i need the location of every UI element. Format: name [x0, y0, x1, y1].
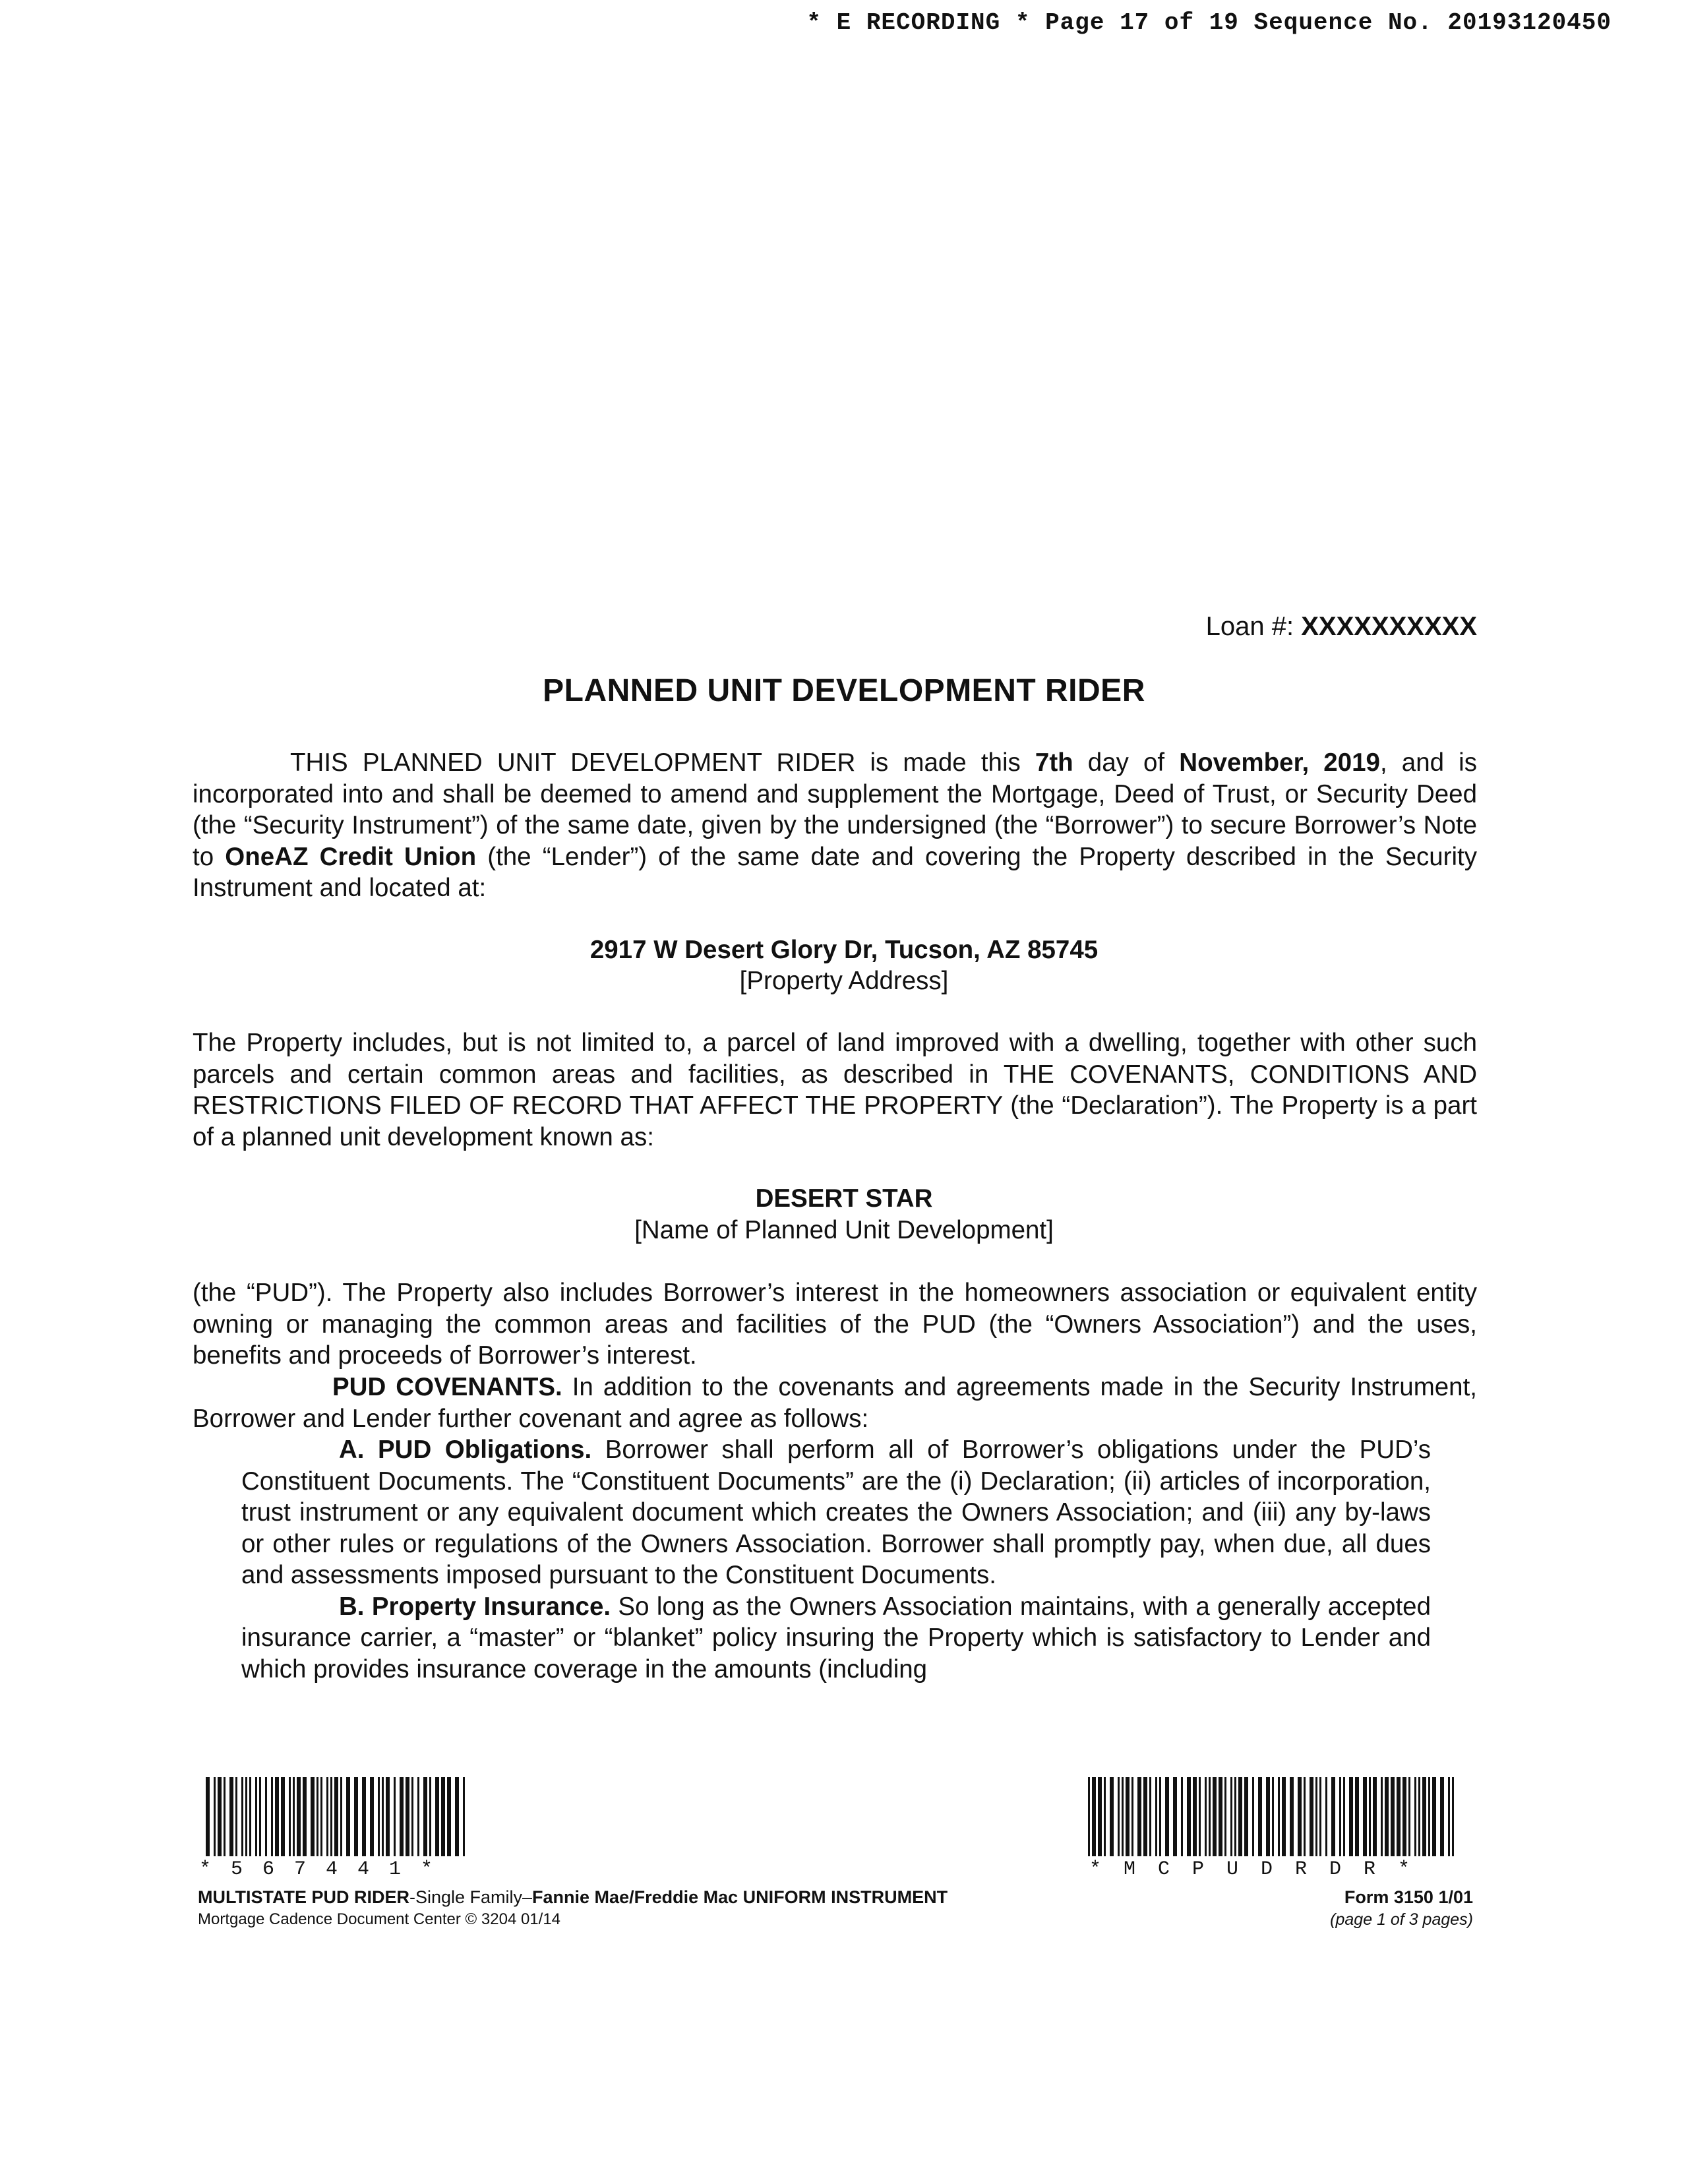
barcode-bar	[334, 1777, 338, 1856]
intro-text-1: THIS PLANNED UNIT DEVELOPMENT RIDER is made this	[290, 748, 1035, 777]
barcode-bar	[447, 1777, 451, 1856]
pud-name-caption: [Name of Planned Unit Development]	[634, 1216, 1054, 1244]
barcode-bar	[1213, 1777, 1217, 1856]
pud-paragraph-text: (the “PUD”). The Property also includes Borrower’s interest in the homeowners association or equivalent entity owning or managing the common areas and facilities of the PUD (the “Owners Association”) and the uses, benefits and proceeds of Borrower’s interest.	[193, 1279, 1477, 1370]
barcode-bar	[1440, 1777, 1444, 1856]
barcode-bar	[394, 1777, 396, 1856]
barcode-bar	[406, 1777, 409, 1856]
barcode-bar	[1149, 1777, 1151, 1856]
barcode-bar	[1173, 1777, 1177, 1856]
barcode-bar	[1137, 1777, 1141, 1856]
barcode-bar	[1104, 1777, 1106, 1856]
barcode-bar	[289, 1777, 291, 1856]
covenants-heading: PUD COVENANTS.	[332, 1373, 562, 1401]
barcode-bar	[297, 1777, 301, 1856]
barcode-bar	[224, 1777, 226, 1856]
barcode-bar	[1230, 1777, 1232, 1856]
barcode-bar	[1343, 1777, 1345, 1856]
right-barcode	[1088, 1777, 1457, 1856]
barcode-bar	[1349, 1777, 1353, 1856]
barcode-bar	[1122, 1777, 1124, 1856]
intro-text-2: day of	[1073, 748, 1180, 777]
barcode-bar	[417, 1777, 419, 1856]
barcode-bar	[1238, 1777, 1242, 1856]
barcode-bar	[316, 1777, 318, 1856]
barcode-bar	[463, 1777, 465, 1856]
barcode-bar	[241, 1777, 243, 1856]
item-property-insurance	[241, 1591, 1431, 1685]
right-barcode-bars	[1088, 1777, 1457, 1856]
barcode-bar	[346, 1777, 350, 1856]
barcode-bar	[255, 1777, 257, 1856]
intro-paragraph	[193, 747, 1477, 904]
barcode-bar	[441, 1777, 445, 1856]
loan-number: XXXXXXXXXX	[1301, 612, 1477, 641]
barcode-bar	[362, 1777, 366, 1856]
barcode-bar	[1092, 1777, 1096, 1856]
rider-date: November, 2019	[1179, 748, 1380, 777]
barcode-bar	[1414, 1777, 1416, 1856]
item-a-text: Borrower shall perform all of Borrower’s obligations under the PUD’s Constituent Documents. The “Constituent Documents” are the (i) Declaration; (ii) articles of incorporation, trust instrument or any equivalent document which creates the Owners Association; and (iii) any by-laws or other rules or regulations of the Owners Association. Borrower shall promptly pay, when due, all dues and assessments imposed pursuant to the Constituent Documents.	[241, 1436, 1431, 1589]
barcode-bar	[378, 1777, 380, 1856]
barcode-bar	[259, 1777, 261, 1856]
pud-paragraph	[193, 1277, 1477, 1372]
footer-left	[198, 1887, 948, 1929]
barcode-bar	[1373, 1777, 1377, 1856]
barcode-bar	[1298, 1777, 1302, 1856]
barcode-bar	[1118, 1777, 1120, 1856]
loan-number-line	[1206, 612, 1477, 642]
property-paragraph-text: The Property includes, but is not limited to, a parcel of land improved with a dwelling, together with other such parcels and certain common areas and facilities, as described in THE COVENANTS, CONDITIONS AND RESTRICTIONS FILED OF RECORD THAT AFFECT THE PROPERTY (the “Declaration”). The Property is a part of a planned unit development known as:	[193, 1029, 1477, 1151]
loan-label: Loan #:	[1205, 612, 1302, 641]
barcode-bar	[1205, 1777, 1207, 1856]
barcode-bar	[1319, 1777, 1321, 1856]
barcode-bar	[1408, 1777, 1410, 1856]
barcode-bar	[1402, 1777, 1406, 1856]
right-barcode-text: *MCPUDRDR*	[1089, 1858, 1433, 1881]
pud-covenants	[193, 1372, 1477, 1434]
barcode-bar	[386, 1777, 390, 1856]
barcode-bar	[1418, 1777, 1420, 1856]
property-address: 2917 W Desert Glory Dr, Tucson, AZ 85745	[589, 936, 1099, 964]
footer-doc-center: Mortgage Cadence Document Center © 3204 01/14	[198, 1910, 561, 1928]
barcode-bar	[1385, 1777, 1389, 1856]
barcode-bar	[1155, 1777, 1157, 1856]
barcode-bar	[1278, 1777, 1280, 1856]
item-a-heading: A. PUD Obligations.	[339, 1436, 592, 1464]
intro-text-3: , and is incorporated into and shall be deemed to amend and supplement the Mortgage, Deed of Trust, or Security Deed (the “Security Instrument”) of the same date, given by the undersigned (the “Borrower”) to secure Borrower’s Note to	[193, 748, 1477, 871]
barcode-bar	[400, 1777, 404, 1856]
barcode-bar	[1282, 1777, 1286, 1856]
footer-form-name: MULTISTATE PUD RIDER	[198, 1887, 409, 1907]
property-address-caption: [Property Address]	[739, 967, 949, 995]
barcode-bar	[1315, 1777, 1317, 1856]
barcode-bar	[1181, 1777, 1183, 1856]
barcode-bar	[429, 1777, 431, 1856]
barcode-bar	[1331, 1777, 1335, 1856]
barcode-bar	[1244, 1777, 1248, 1856]
barcode-bar	[1310, 1777, 1313, 1856]
barcode-bar	[293, 1777, 295, 1856]
barcode-bar	[1369, 1777, 1371, 1856]
footer-page-count: (page 1 of 3 pages)	[1330, 1910, 1473, 1929]
footer-form-instrument: Fannie Mae/Freddie Mac UNIFORM INSTRUMENT	[532, 1887, 948, 1907]
footer-form-number: Form 3150 1/01	[1344, 1887, 1473, 1907]
barcode-bar	[275, 1777, 279, 1856]
barcode-bar	[423, 1777, 427, 1856]
rider-day: 7th	[1035, 748, 1073, 777]
item-b-heading: B. Property Insurance.	[339, 1592, 611, 1621]
item-b-text: So long as the Owners Association maintains, with a generally accepted insurance carrier, a “master” or “blanket” policy insuring the Property which is satisfactory to Lender and which provides insurance coverage in the amounts (including	[241, 1592, 1431, 1684]
barcode-bar	[1355, 1777, 1359, 1856]
barcode-bar	[1391, 1777, 1395, 1856]
barcode-bar	[1110, 1777, 1114, 1856]
intro-text-4: (the “Lender”) of the same date and covering the Property described in the Security Instrument and located at:	[193, 842, 1478, 902]
barcode-bar	[1304, 1777, 1306, 1856]
pud-name: DESERT STAR	[755, 1184, 933, 1213]
barcode-bar	[245, 1777, 247, 1856]
barcode-bar	[1272, 1777, 1274, 1856]
barcode-bar	[1143, 1777, 1147, 1856]
barcode-bar	[1428, 1777, 1430, 1856]
barcode-bar	[249, 1777, 251, 1856]
barcode-bar	[218, 1777, 222, 1856]
barcode-bar	[340, 1777, 342, 1856]
barcode-bar	[1325, 1777, 1327, 1856]
barcode-bar	[311, 1777, 315, 1856]
left-barcode-bars	[206, 1777, 469, 1856]
barcode-bar	[1422, 1777, 1426, 1856]
lender-name: OneAZ Credit Union	[225, 842, 477, 871]
barcode-bar	[1193, 1777, 1197, 1856]
barcode-bar	[411, 1777, 413, 1856]
barcode-bar	[271, 1777, 273, 1856]
footer-form-title	[198, 1887, 948, 1908]
barcode-bar	[370, 1777, 374, 1856]
barcode-bar	[303, 1777, 307, 1856]
barcode-bar	[1448, 1777, 1450, 1856]
left-barcode-text: *567441*	[199, 1858, 453, 1881]
barcode-bar	[330, 1777, 332, 1856]
covenants-text: In addition to the covenants and agreements made in the Security Instrument, Borrower and Lender further covenant and agree as follows:	[193, 1373, 1477, 1433]
barcode-bar	[214, 1777, 216, 1856]
barcode-bar	[1224, 1777, 1226, 1856]
barcode-bar	[354, 1777, 358, 1856]
barcode-bar	[1290, 1777, 1294, 1856]
barcode-bar	[1131, 1777, 1133, 1856]
recording-header: * E RECORDING * Page 17 of 19 Sequence No. 20193120450	[806, 9, 1612, 36]
item-pud-obligations	[241, 1434, 1431, 1591]
barcode-bar	[1397, 1777, 1401, 1856]
document-title: PLANNED UNIT DEVELOPMENT RIDER	[543, 673, 1145, 708]
barcode-bar	[1339, 1777, 1341, 1856]
barcode-bar	[435, 1777, 439, 1856]
covenant-items	[241, 1434, 1431, 1685]
barcode-bar	[235, 1777, 237, 1856]
barcode-bar	[455, 1777, 459, 1856]
barcode-bar	[1126, 1777, 1130, 1856]
barcode-bar	[206, 1777, 210, 1856]
barcode-bar	[1165, 1777, 1169, 1856]
barcode-bar	[1209, 1777, 1211, 1856]
barcode-bar	[265, 1777, 267, 1856]
barcode-bar	[320, 1777, 322, 1856]
barcode-bar	[1258, 1777, 1262, 1856]
left-barcode	[206, 1777, 469, 1856]
barcode-bar	[1234, 1777, 1236, 1856]
barcode-bar	[229, 1777, 233, 1856]
barcode-bar	[382, 1777, 384, 1856]
barcode-bar	[1199, 1777, 1201, 1856]
barcode-bar	[1452, 1777, 1454, 1856]
barcode-bar	[1432, 1777, 1436, 1856]
barcode-bar	[326, 1777, 328, 1856]
property-paragraph	[193, 1027, 1477, 1153]
barcode-bar	[1252, 1777, 1254, 1856]
barcode-bar	[1266, 1777, 1270, 1856]
footer-right	[1330, 1887, 1473, 1929]
barcode-bar	[281, 1777, 285, 1856]
barcode-bar	[1187, 1777, 1191, 1856]
barcode-bar	[1098, 1777, 1102, 1856]
barcode-bar	[1219, 1777, 1222, 1856]
barcode-bar	[1159, 1777, 1161, 1856]
footer-form-type: -Single Family–	[409, 1887, 533, 1907]
barcode-bar	[1363, 1777, 1367, 1856]
barcode-bar	[1381, 1777, 1383, 1856]
barcode-bar	[1088, 1777, 1090, 1856]
